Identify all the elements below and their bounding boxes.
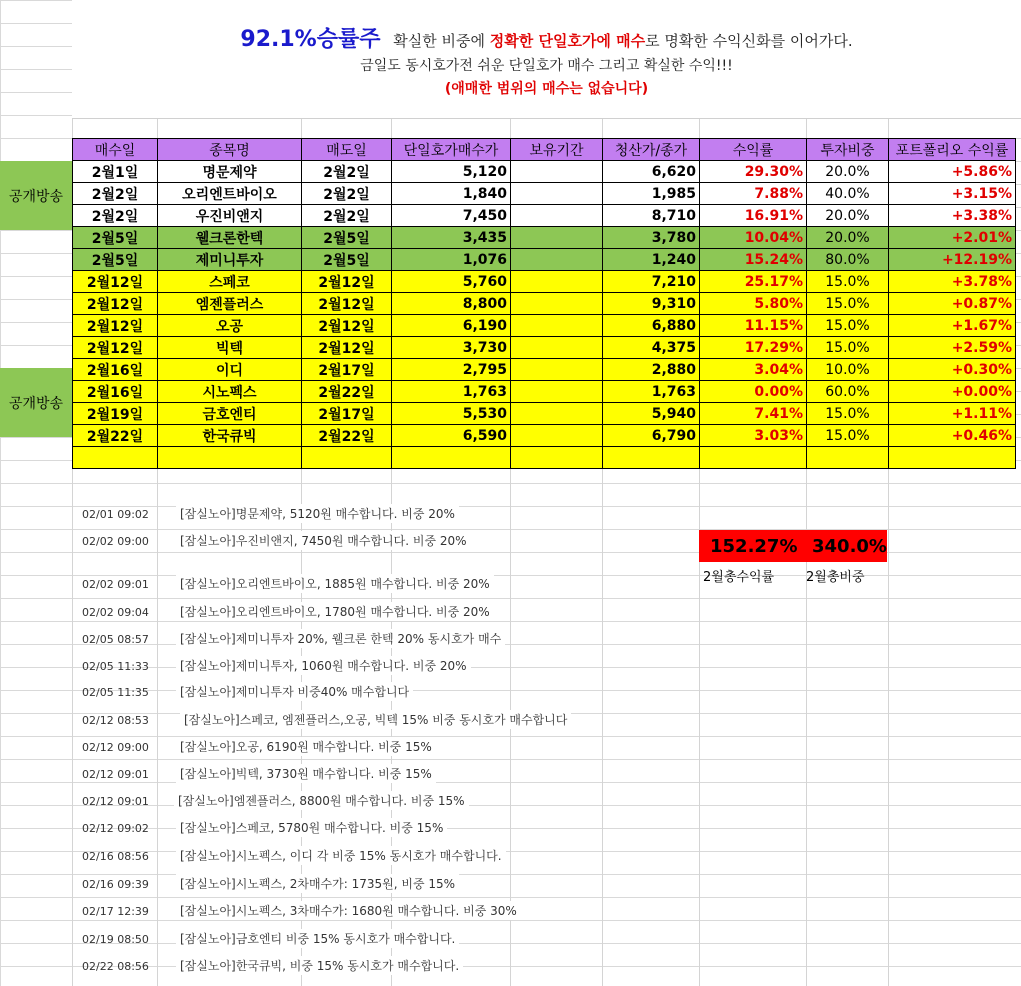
- cell-price: 6,590: [392, 425, 511, 447]
- cell-sell: 2월22일: [302, 381, 392, 403]
- cell-ret: 0.00%: [700, 381, 807, 403]
- table-body: [73, 161, 1016, 469]
- log-message: [잠실노아]제미니투자, 1060원 매수합니다. 비중 20%: [176, 656, 471, 675]
- log-message: [잠실노아]엠젠플러스, 8800원 매수합니다. 비중 15%: [174, 791, 469, 810]
- column-header: 종목명: [158, 139, 302, 161]
- cell-ret: 15.24%: [700, 249, 807, 271]
- log-time: 02/02 09:00: [82, 535, 149, 548]
- cell-port: +2.59%: [889, 337, 1016, 359]
- log-time: 02/17 12:39: [82, 905, 149, 918]
- cell-weight: 15.0%: [807, 271, 889, 293]
- trade-table: [72, 138, 1016, 469]
- cell-name: 오리엔트바이오: [158, 183, 302, 205]
- cell-name: 금호엔티: [158, 403, 302, 425]
- cell-name: 한국큐빅: [158, 425, 302, 447]
- log-message: [잠실노아]오리엔트바이오, 1780원 매수합니다. 비중 20%: [176, 602, 494, 621]
- table-row: [73, 227, 1016, 249]
- cell-price: 1,763: [392, 381, 511, 403]
- column-header: 매수일: [73, 139, 158, 161]
- table-row: [73, 447, 1016, 469]
- cell-weight: 15.0%: [807, 403, 889, 425]
- table-row: [73, 249, 1016, 271]
- cell-close: 6,620: [603, 161, 700, 183]
- cell-hold: [511, 205, 603, 227]
- cell-buy: 2월16일: [73, 381, 158, 403]
- log-message: [잠실노아]금호엔티 비중 15% 동시호가 매수합니다.: [176, 929, 459, 948]
- log-message: [잠실노아]스페코, 엠젠플러스,오공, 빅텍 15% 비중 동시호가 매수합니다: [180, 710, 571, 729]
- log-time: 02/02 09:01: [82, 578, 149, 591]
- log-message: [잠실노아]시노펙스, 이디 각 비중 15% 동시호가 매수합니다.: [176, 846, 506, 865]
- log-time: 02/02 09:04: [82, 606, 149, 619]
- cell-sell: 2월12일: [302, 271, 392, 293]
- cell-weight: 15.0%: [807, 425, 889, 447]
- cell-ret: 7.41%: [700, 403, 807, 425]
- cell-hold: [511, 161, 603, 183]
- cell-buy: 2월1일: [73, 161, 158, 183]
- cell-hold: [511, 271, 603, 293]
- log-message: [잠실노아]제미니투자 비중40% 매수합니다: [176, 682, 413, 701]
- cell-price: 3,730: [392, 337, 511, 359]
- cell-buy: 2월2일: [73, 205, 158, 227]
- log-message: [잠실노아]우진비앤지, 7450원 매수합니다. 비중 20%: [176, 531, 471, 550]
- cell-buy: 2월16일: [73, 359, 158, 381]
- cell-buy: 2월5일: [73, 227, 158, 249]
- total-return-value: 152.27%: [710, 536, 798, 557]
- column-header: 청산가/종가: [603, 139, 700, 161]
- cell-close: 1,985: [603, 183, 700, 205]
- cell-close: 2,880: [603, 359, 700, 381]
- cell-name: 웰크론한텍: [158, 227, 302, 249]
- cell-close: 1,763: [603, 381, 700, 403]
- total-return-label: 2월총수익률: [703, 570, 775, 585]
- cell-name: 오공: [158, 315, 302, 337]
- cell-ret: [700, 447, 807, 469]
- cell-price: 1,840: [392, 183, 511, 205]
- log-time: 02/05 08:57: [82, 633, 149, 646]
- cell-name: 빅텍: [158, 337, 302, 359]
- log-message: [잠실노아]오공, 6190원 매수합니다. 비중 15%: [176, 737, 436, 756]
- cell-buy: 2월2일: [73, 183, 158, 205]
- cell-price: 2,795: [392, 359, 511, 381]
- cell-name: 스페코: [158, 271, 302, 293]
- cell-sell: 2월2일: [302, 161, 392, 183]
- cell-price: 5,120: [392, 161, 511, 183]
- log-message: [잠실노아]오리엔트바이오, 1885원 매수합니다. 비중 20%: [176, 574, 494, 593]
- cell-sell: 2월12일: [302, 315, 392, 337]
- cell-ret: 25.17%: [700, 271, 807, 293]
- log-time: 02/16 08:56: [82, 850, 149, 863]
- header-line-3: (애매한 범위의 매수는 없습니다): [444, 81, 649, 97]
- cell-port: +3.15%: [889, 183, 1016, 205]
- cell-hold: [511, 447, 603, 469]
- cell-buy: 2월22일: [73, 425, 158, 447]
- total-weight-label: 2월총비중: [806, 570, 865, 585]
- column-header: 보유기간: [511, 139, 603, 161]
- cell-port: +0.00%: [889, 381, 1016, 403]
- cell-port: +0.30%: [889, 359, 1016, 381]
- cell-hold: [511, 293, 603, 315]
- cell-weight: 10.0%: [807, 359, 889, 381]
- cell-port: +0.46%: [889, 425, 1016, 447]
- cell-weight: 60.0%: [807, 381, 889, 403]
- cell-close: 4,375: [603, 337, 700, 359]
- column-header: 수익률: [700, 139, 807, 161]
- cell-hold: [511, 425, 603, 447]
- cell-price: 6,190: [392, 315, 511, 337]
- cell-name: 제미니투자: [158, 249, 302, 271]
- cell-port: +1.11%: [889, 403, 1016, 425]
- log-time: 02/22 08:56: [82, 960, 149, 973]
- cell-port: +1.67%: [889, 315, 1016, 337]
- cell-port: +2.01%: [889, 227, 1016, 249]
- cell-buy: 2월19일: [73, 403, 158, 425]
- cell-weight: 15.0%: [807, 293, 889, 315]
- column-header: 단일호가매수가: [392, 139, 511, 161]
- cell-name: 이디: [158, 359, 302, 381]
- cell-buy: [73, 447, 158, 469]
- cell-close: 5,940: [603, 403, 700, 425]
- cell-sell: 2월5일: [302, 249, 392, 271]
- log-time: 02/12 09:02: [82, 822, 149, 835]
- log-time: 02/19 08:50: [82, 933, 149, 946]
- cell-port: +5.86%: [889, 161, 1016, 183]
- cell-buy: 2월5일: [73, 249, 158, 271]
- cell-close: 6,790: [603, 425, 700, 447]
- cell-weight: 80.0%: [807, 249, 889, 271]
- log-time: 02/12 09:00: [82, 741, 149, 754]
- log-time: 02/12 09:01: [82, 768, 149, 781]
- cell-close: 7,210: [603, 271, 700, 293]
- cell-port: +0.87%: [889, 293, 1016, 315]
- cell-buy: 2월12일: [73, 271, 158, 293]
- cell-price: 1,076: [392, 249, 511, 271]
- winrate-title: 92.1%승률주: [240, 27, 381, 52]
- cell-ret: 10.04%: [700, 227, 807, 249]
- cell-sell: [302, 447, 392, 469]
- log-time: 02/01 09:02: [82, 508, 149, 521]
- cell-sell: 2월12일: [302, 337, 392, 359]
- log-message: [잠실노아]명문제약, 5120원 매수합니다. 비중 20%: [176, 504, 459, 523]
- cell-buy: 2월12일: [73, 315, 158, 337]
- table-row: [73, 337, 1016, 359]
- cell-close: 6,880: [603, 315, 700, 337]
- table-row: [73, 161, 1016, 183]
- cell-name: 엠젠플러스: [158, 293, 302, 315]
- log-message: [잠실노아]한국큐빅, 비중 15% 동시호가 매수합니다.: [176, 956, 463, 975]
- cell-hold: [511, 183, 603, 205]
- cell-ret: 5.80%: [700, 293, 807, 315]
- log-time: 02/05 11:33: [82, 660, 149, 673]
- header-banner: [72, 0, 1021, 119]
- log-message: [잠실노아]스페코, 5780원 매수합니다. 비중 15%: [176, 818, 447, 837]
- column-header: 투자비중: [807, 139, 889, 161]
- total-weight-value: 340.0%: [812, 536, 887, 557]
- header-text-c: 로 명확한 수익신화를 이어가다.: [645, 32, 853, 50]
- log-message: [잠실노아]제미니투자 20%, 웰크론 한텍 20% 동시호가 매수: [176, 629, 505, 648]
- log-message: [잠실노아]시노펙스, 3차매수가: 1680원 매수합니다. 비중 30%: [176, 901, 521, 920]
- cell-sell: 2월2일: [302, 205, 392, 227]
- table-row: [73, 183, 1016, 205]
- table-row: [73, 315, 1016, 337]
- cell-hold: [511, 315, 603, 337]
- sidebar-label-broadcast-1: 공개방송: [0, 161, 72, 230]
- cell-close: [603, 447, 700, 469]
- header-text-b: 정확한 단일호가에 매수: [489, 32, 646, 50]
- log-time: 02/12 09:01: [82, 795, 149, 808]
- log-time: 02/05 11:35: [82, 686, 149, 699]
- cell-sell: 2월5일: [302, 227, 392, 249]
- cell-close: 1,240: [603, 249, 700, 271]
- table-row: [73, 403, 1016, 425]
- table-row: [73, 293, 1016, 315]
- cell-weight: 20.0%: [807, 205, 889, 227]
- table-row: [73, 271, 1016, 293]
- cell-price: 8,800: [392, 293, 511, 315]
- log-time: 02/16 09:39: [82, 878, 149, 891]
- cell-weight: 15.0%: [807, 315, 889, 337]
- header-line-2: 금일도 동시호가전 쉬운 단일호가 매수 그리고 확실한 수익!!!: [360, 58, 733, 74]
- cell-sell: 2월22일: [302, 425, 392, 447]
- cell-ret: 29.30%: [700, 161, 807, 183]
- cell-port: +3.38%: [889, 205, 1016, 227]
- cell-close: 8,710: [603, 205, 700, 227]
- header-line-1: [72, 22, 1021, 53]
- cell-ret: 3.04%: [700, 359, 807, 381]
- cell-hold: [511, 359, 603, 381]
- cell-port: +3.78%: [889, 271, 1016, 293]
- cell-hold: [511, 403, 603, 425]
- cell-buy: 2월12일: [73, 337, 158, 359]
- cell-price: 5,530: [392, 403, 511, 425]
- table-header-row: [73, 139, 1016, 161]
- log-message: [잠실노아]시노펙스, 2차매수가: 1735원, 비중 15%: [176, 874, 459, 893]
- cell-price: 7,450: [392, 205, 511, 227]
- cell-ret: 3.03%: [700, 425, 807, 447]
- cell-price: 3,435: [392, 227, 511, 249]
- cell-close: 3,780: [603, 227, 700, 249]
- cell-sell: 2월12일: [302, 293, 392, 315]
- table-row: [73, 205, 1016, 227]
- cell-price: 5,760: [392, 271, 511, 293]
- cell-ret: 11.15%: [700, 315, 807, 337]
- cell-ret: 7.88%: [700, 183, 807, 205]
- cell-sell: 2월2일: [302, 183, 392, 205]
- cell-weight: [807, 447, 889, 469]
- log-message: [잠실노아]빅텍, 3730원 매수합니다. 비중 15%: [176, 764, 436, 783]
- table-row: [73, 359, 1016, 381]
- cell-weight: 20.0%: [807, 227, 889, 249]
- cell-name: [158, 447, 302, 469]
- cell-sell: 2월17일: [302, 403, 392, 425]
- cell-name: 우진비앤지: [158, 205, 302, 227]
- cell-close: 9,310: [603, 293, 700, 315]
- cell-weight: 40.0%: [807, 183, 889, 205]
- cell-hold: [511, 381, 603, 403]
- column-header: 포트폴리오 수익률: [889, 139, 1016, 161]
- cell-weight: 15.0%: [807, 337, 889, 359]
- log-time: 02/12 08:53: [82, 714, 149, 727]
- cell-ret: 16.91%: [700, 205, 807, 227]
- cell-hold: [511, 337, 603, 359]
- sidebar-label-broadcast-2: 공개방송: [0, 368, 72, 437]
- header-text-a: 확실한 비중에: [393, 32, 485, 50]
- cell-buy: 2월12일: [73, 293, 158, 315]
- cell-price: [392, 447, 511, 469]
- cell-weight: 20.0%: [807, 161, 889, 183]
- cell-hold: [511, 227, 603, 249]
- cell-port: [889, 447, 1016, 469]
- column-header: 매도일: [302, 139, 392, 161]
- cell-port: +12.19%: [889, 249, 1016, 271]
- cell-name: 시노펙스: [158, 381, 302, 403]
- table-row: [73, 425, 1016, 447]
- cell-sell: 2월17일: [302, 359, 392, 381]
- cell-ret: 17.29%: [700, 337, 807, 359]
- table-row: [73, 381, 1016, 403]
- cell-name: 명문제약: [158, 161, 302, 183]
- cell-hold: [511, 249, 603, 271]
